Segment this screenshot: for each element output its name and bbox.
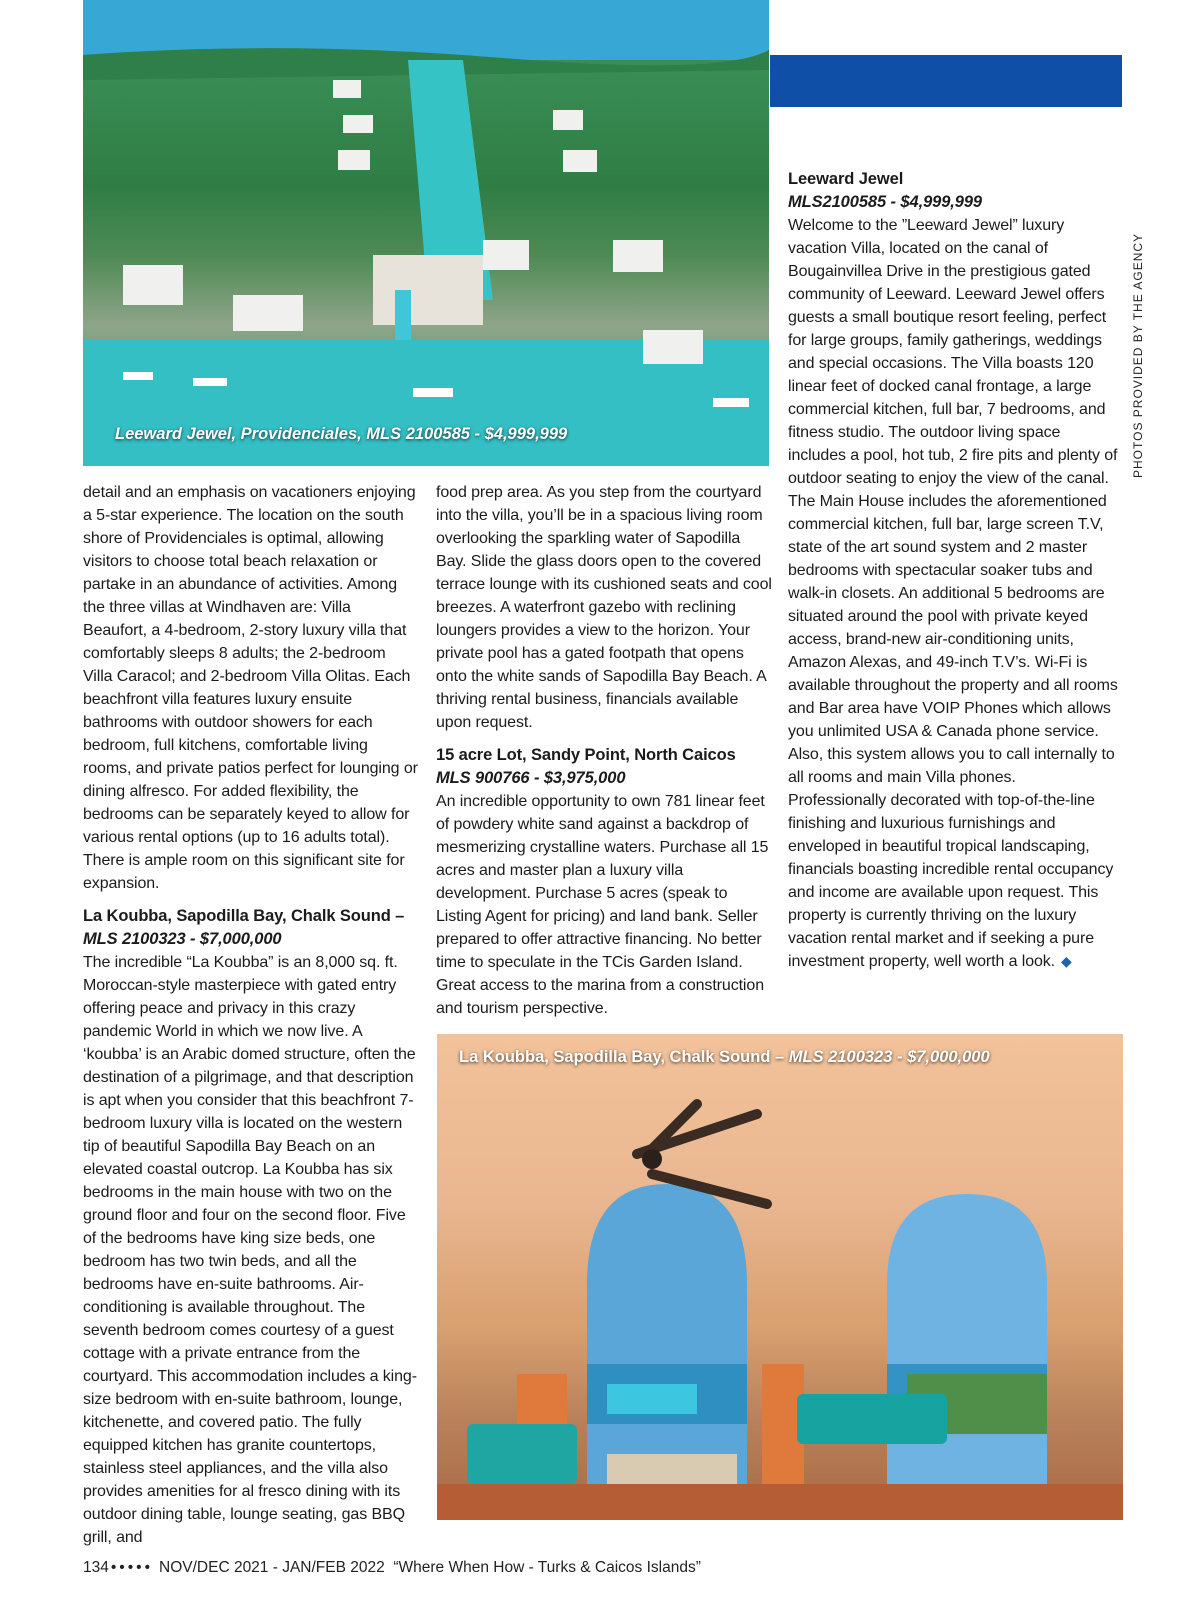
- page-footer: [83, 1559, 701, 1577]
- footer-dots: •••••: [110, 1559, 154, 1576]
- aerial-villa-photo: [83, 0, 769, 466]
- leeward-jewel-column: [788, 168, 1118, 973]
- photo-credit: PHOTOS PROVIDED BY THE AGENCY: [1131, 232, 1145, 478]
- leeward-jewel-heading: Leeward Jewel: [788, 170, 904, 188]
- la-koubba-terrace-photo: [437, 1034, 1123, 1520]
- la-koubba-body-continued: food prep area. As you step from the courtyard into the villa, you’ll be in a spacious living room overlooking the sparkling water of Sapodilla Bay. Slide the glass doors open to the covered terrace lounge with its cushioned seats and cool breezes. A waterfront gazebo with reclining loungers provides a view to the horizon. Your private pool has a gated footpath that opens onto the white sands of Sapodilla Bay Beach. A thriving rental business, financials available upon request.: [436, 484, 772, 731]
- leeward-jewel-mls: MLS2100585 - $4,999,999: [788, 193, 983, 211]
- caption-title: La Koubba, Sapodilla Bay, Chalk Sound: [459, 1048, 771, 1066]
- windhaven-column: [83, 481, 419, 1549]
- north-caicos-heading: 15 acre Lot, Sandy Point, North Caicos: [436, 746, 736, 764]
- page-number: 134: [83, 1559, 109, 1576]
- issue-date: NOV/DEC 2021 - JAN/FEB 2022: [159, 1559, 385, 1576]
- aerial-photo-art: [83, 0, 769, 466]
- accent-bar: [770, 55, 1122, 107]
- middle-column: [436, 481, 772, 1020]
- terrace-photo-art: [437, 1034, 1123, 1520]
- leeward-jewel-text: Welcome to the ”Leeward Jewel” luxury vacation Villa, located on the canal of Bougainvillea Drive in the prestigious gated community of Leeward. Leeward Jewel offers guests a small boutique resort feeling, perfect for large groups, family gatherings, weddings and special occasions. The Villa boasts 120 linear feet of docked canal frontage, a large commercial kitchen, full bar, 7 bedrooms, and fitness studio. The outdoor living space includes a pool, hot tub, 2 fire pits and plenty of outdoor seating to enjoy the view of the canal. The Main House includes the aforementioned commercial kitchen, full bar, large screen T.V, state of the art sound system and 2 master bedrooms with spectacular soaker tubs and walk-in closets. An additional 5 bedrooms are situated around the pool with private keyed access, brand-new air-conditioning units, Amazon Alexas, and 49-inch T.V’s. Wi-Fi is available throughout the property and all rooms and Bar area have VOIP Phones which allows you unlimited USA & Canada phone service. Also, this system allows you to call internally to all rooms and main Villa phones. Professionally decorated with top-of-the-line finishing and luxurious furnishings and enveloped in beautiful tropical landscaping, financials boasting incredible rental occupancy and income are available upon request. This property is currently thriving on the luxury vacation rental market and if seeking a pure investment property, well worth a look.: [788, 217, 1118, 970]
- la-koubba-body: The incredible “La Koubba” is an 8,000 sq. ft. Moroccan-style masterpiece with gated entry offering peace and privacy in this crazy pandemic World in which we now live. A ‘koubba’ is an Arabic domed structure, often the destination of a pilgrimage, and that description is apt when you consider that this beachfront 7-bedroom luxury villa is located on the western tip of beautiful Sapodilla Bay Beach on an elevated coastal outcrop. La Koubba has six bedrooms in the main house with two on the ground floor and four on the second floor. Five of the bedrooms have king size beds, one bedroom has two twin beds, and all the bedrooms have en-suite bathrooms. Air-conditioning is available throughout. The seventh bedroom comes courtesy of a guest cottage with a private entrance from the courtyard. This accommodation includes a king-size bedroom with en-suite bathroom, lounge, kitchenette, and covered patio. The fully equipped kitchen has granite countertops, stainless steel appliances, and the villa also provides amenities for al fresco dining with its outdoor dining table, lounge seating, gas BBQ grill, and: [83, 954, 417, 1546]
- terrace-photo-caption: [459, 1048, 990, 1067]
- caption-dash: –: [770, 1048, 789, 1066]
- aerial-photo-caption: Leeward Jewel, Providenciales, MLS 2100585 - $4,999,999: [115, 425, 568, 443]
- leeward-jewel-body: [788, 214, 1118, 973]
- north-caicos-body: An incredible opportunity to own 781 linear feet of powdery white sand against a backdrop of mesmerizing crystalline waters. Purchase all 15 acres and master plan a luxury villa development. Purchase 5 acres (speak to Listing Agent for pricing) and land bank. Seller prepared to offer attractive financing. No better time to speculate in the TCis Garden Island. Great access to the marina from a construction and tourism perspective.: [436, 793, 769, 1017]
- north-caicos-mls: MLS 900766 - $3,975,000: [436, 769, 626, 787]
- publication-title: “Where When How - Turks & Caicos Islands”: [393, 1559, 701, 1576]
- end-diamond-icon: ◆: [1061, 953, 1072, 969]
- windhaven-intro: detail and an emphasis on vacationers enjoying a 5-star experience. The location on the south shore of Providenciales is optimal, allowing visitors to choose total beach relaxation or partake in an abundance of activities. Among the three villas at Windhaven are: Villa Beaufort, a 4-bedroom, 2-story luxury villa that comfortably sleeps 8 adults; the 2-bedroom Villa Caracol; and 2-bedroom Villa Olitas. Each beachfront villa features luxury ensuite bathrooms with outdoor showers for each bedroom, full kitchens, comfortable living rooms, and private patios perfect for lounging or dining alfresco. For added flexibility, the bedrooms can be separately keyed to allow for various rental options (up to 16 adults total). There is ample room on this significant site for expansion.: [83, 484, 418, 892]
- la-koubba-heading: La Koubba, Sapodilla Bay, Chalk Sound –: [83, 907, 405, 925]
- la-koubba-mls: MLS 2100323 - $7,000,000: [83, 930, 282, 948]
- caption-mls: MLS 2100323 - $7,000,000: [788, 1048, 990, 1066]
